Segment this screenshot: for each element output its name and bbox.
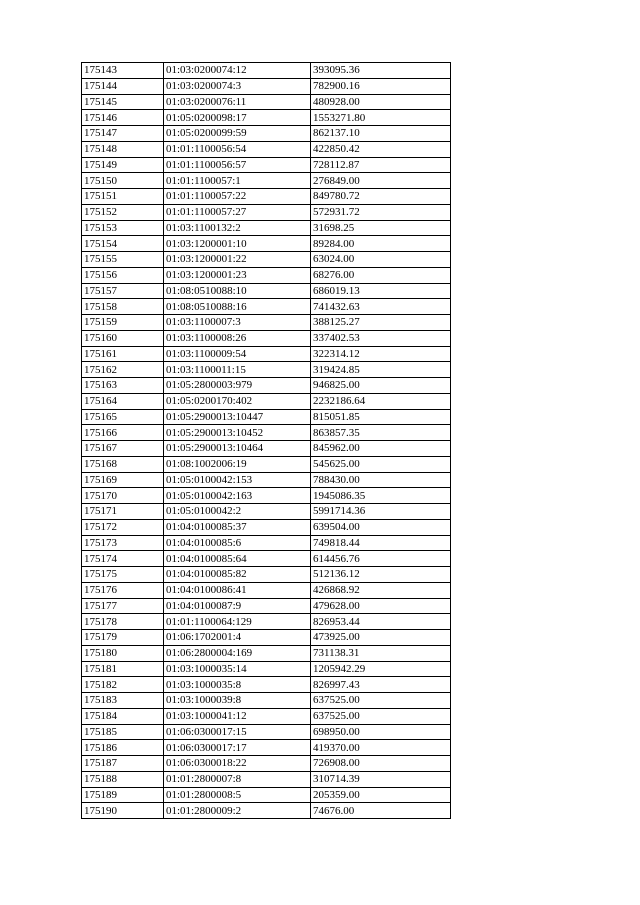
value-cell: 419370.00 xyxy=(311,740,451,756)
table-row xyxy=(82,582,451,598)
row-id-cell: 175159 xyxy=(82,315,164,331)
value-cell: 545625.00 xyxy=(311,456,451,472)
value-cell: 637525.00 xyxy=(311,693,451,709)
row-id-cell: 175170 xyxy=(82,488,164,504)
table-body xyxy=(82,63,451,819)
value-cell: 614456.76 xyxy=(311,551,451,567)
row-id-cell: 175154 xyxy=(82,236,164,252)
value-cell: 89284.00 xyxy=(311,236,451,252)
row-id-cell: 175190 xyxy=(82,803,164,819)
table-row xyxy=(82,346,451,362)
table-row xyxy=(82,94,451,110)
cadastral-number-cell: 01:03:0200074:3 xyxy=(164,78,311,94)
cadastral-number-cell: 01:04:0100087:9 xyxy=(164,598,311,614)
cadastral-number-cell: 01:03:0200076:11 xyxy=(164,94,311,110)
value-cell: 5991714.36 xyxy=(311,504,451,520)
row-id-cell: 175186 xyxy=(82,740,164,756)
value-cell: 473925.00 xyxy=(311,630,451,646)
row-id-cell: 175167 xyxy=(82,441,164,457)
value-cell: 74676.00 xyxy=(311,803,451,819)
cadastral-number-cell: 01:03:1000035:14 xyxy=(164,661,311,677)
value-cell: 728112.87 xyxy=(311,157,451,173)
row-id-cell: 175185 xyxy=(82,724,164,740)
row-id-cell: 175182 xyxy=(82,677,164,693)
value-cell: 826953.44 xyxy=(311,614,451,630)
value-cell: 310714.39 xyxy=(311,771,451,787)
value-cell: 946825.00 xyxy=(311,378,451,394)
cadastral-number-cell: 01:06:1702001:4 xyxy=(164,630,311,646)
table-row xyxy=(82,299,451,315)
value-cell: 512136.12 xyxy=(311,567,451,583)
cadastral-number-cell: 01:08:0510088:10 xyxy=(164,283,311,299)
table-row xyxy=(82,393,451,409)
table-row xyxy=(82,267,451,283)
value-cell: 68276.00 xyxy=(311,267,451,283)
row-id-cell: 175188 xyxy=(82,771,164,787)
table-row xyxy=(82,283,451,299)
row-id-cell: 175166 xyxy=(82,425,164,441)
cadastral-number-cell: 01:04:0100085:37 xyxy=(164,519,311,535)
value-cell: 639504.00 xyxy=(311,519,451,535)
table-row xyxy=(82,724,451,740)
table-row xyxy=(82,504,451,520)
table-row xyxy=(82,456,451,472)
table-row xyxy=(82,173,451,189)
table-row xyxy=(82,567,451,583)
row-id-cell: 175183 xyxy=(82,693,164,709)
cadastral-number-cell: 01:06:0300018:22 xyxy=(164,756,311,772)
row-id-cell: 175150 xyxy=(82,173,164,189)
cadastral-number-cell: 01:05:0200099:59 xyxy=(164,126,311,142)
value-cell: 205359.00 xyxy=(311,787,451,803)
row-id-cell: 175178 xyxy=(82,614,164,630)
row-id-cell: 175147 xyxy=(82,126,164,142)
cadastral-number-cell: 01:01:2800007:8 xyxy=(164,771,311,787)
cadastral-number-cell: 01:03:1100011:15 xyxy=(164,362,311,378)
value-cell: 782900.16 xyxy=(311,78,451,94)
row-id-cell: 175153 xyxy=(82,220,164,236)
value-cell: 276849.00 xyxy=(311,173,451,189)
cadastral-number-cell: 01:06:2800004:169 xyxy=(164,645,311,661)
value-cell: 698950.00 xyxy=(311,724,451,740)
row-id-cell: 175156 xyxy=(82,267,164,283)
row-id-cell: 175158 xyxy=(82,299,164,315)
row-id-cell: 175148 xyxy=(82,141,164,157)
table-row xyxy=(82,645,451,661)
table-row xyxy=(82,630,451,646)
cadastral-number-cell: 01:06:0300017:17 xyxy=(164,740,311,756)
value-cell: 637525.00 xyxy=(311,708,451,724)
row-id-cell: 175161 xyxy=(82,346,164,362)
cadastral-number-cell: 01:01:1100056:57 xyxy=(164,157,311,173)
value-cell: 422850.42 xyxy=(311,141,451,157)
table-row xyxy=(82,677,451,693)
table-row xyxy=(82,740,451,756)
value-cell: 2232186.64 xyxy=(311,393,451,409)
value-cell: 826997.43 xyxy=(311,677,451,693)
cadastral-number-cell: 01:05:0100042:2 xyxy=(164,504,311,520)
table-row xyxy=(82,330,451,346)
table-row xyxy=(82,598,451,614)
value-cell: 726908.00 xyxy=(311,756,451,772)
table-row xyxy=(82,378,451,394)
table-row xyxy=(82,472,451,488)
cadastral-number-cell: 01:05:2900013:10447 xyxy=(164,409,311,425)
row-id-cell: 175179 xyxy=(82,630,164,646)
cadastral-number-cell: 01:01:1100057:27 xyxy=(164,204,311,220)
table-row xyxy=(82,693,451,709)
value-cell: 426868.92 xyxy=(311,582,451,598)
row-id-cell: 175164 xyxy=(82,393,164,409)
row-id-cell: 175151 xyxy=(82,189,164,205)
cadastral-number-cell: 01:01:1100057:22 xyxy=(164,189,311,205)
value-cell: 863857.35 xyxy=(311,425,451,441)
table-row xyxy=(82,189,451,205)
row-id-cell: 175144 xyxy=(82,78,164,94)
table-row xyxy=(82,78,451,94)
row-id-cell: 175165 xyxy=(82,409,164,425)
row-id-cell: 175187 xyxy=(82,756,164,772)
cadastral-number-cell: 01:01:1100064:129 xyxy=(164,614,311,630)
row-id-cell: 175171 xyxy=(82,504,164,520)
value-cell: 849780.72 xyxy=(311,189,451,205)
row-id-cell: 175172 xyxy=(82,519,164,535)
row-id-cell: 175173 xyxy=(82,535,164,551)
row-id-cell: 175157 xyxy=(82,283,164,299)
row-id-cell: 175146 xyxy=(82,110,164,126)
cadastral-number-cell: 01:03:1200001:10 xyxy=(164,236,311,252)
table-row xyxy=(82,756,451,772)
cadastral-number-cell: 01:01:2800009:2 xyxy=(164,803,311,819)
cadastral-number-cell: 01:03:1100132:2 xyxy=(164,220,311,236)
table-row xyxy=(82,63,451,79)
cadastral-number-cell: 01:05:0200098:17 xyxy=(164,110,311,126)
cadastral-number-cell: 01:05:2900013:10452 xyxy=(164,425,311,441)
value-cell: 731138.31 xyxy=(311,645,451,661)
row-id-cell: 175175 xyxy=(82,567,164,583)
value-cell: 749818.44 xyxy=(311,535,451,551)
cadastral-number-cell: 01:05:2900013:10464 xyxy=(164,441,311,457)
row-id-cell: 175160 xyxy=(82,330,164,346)
table-row xyxy=(82,141,451,157)
cadastral-number-cell: 01:05:2800003:979 xyxy=(164,378,311,394)
cadastral-number-cell: 01:03:1000035:8 xyxy=(164,677,311,693)
table-row xyxy=(82,787,451,803)
table-row xyxy=(82,110,451,126)
cadastral-number-cell: 01:03:0200074:12 xyxy=(164,63,311,79)
cadastral-number-cell: 01:05:0100042:163 xyxy=(164,488,311,504)
cadastral-number-cell: 01:05:0200170:402 xyxy=(164,393,311,409)
row-id-cell: 175143 xyxy=(82,63,164,79)
table-row xyxy=(82,551,451,567)
table-row xyxy=(82,771,451,787)
value-cell: 1553271.80 xyxy=(311,110,451,126)
value-cell: 686019.13 xyxy=(311,283,451,299)
cadastral-number-cell: 01:06:0300017:15 xyxy=(164,724,311,740)
cadastral-number-cell: 01:01:1100057:1 xyxy=(164,173,311,189)
cadastral-number-cell: 01:03:1000041:12 xyxy=(164,708,311,724)
row-id-cell: 175169 xyxy=(82,472,164,488)
cadastral-number-cell: 01:03:1200001:23 xyxy=(164,267,311,283)
row-id-cell: 175149 xyxy=(82,157,164,173)
value-cell: 788430.00 xyxy=(311,472,451,488)
cadastral-number-cell: 01:03:1100008:26 xyxy=(164,330,311,346)
row-id-cell: 175155 xyxy=(82,252,164,268)
cadastral-number-cell: 01:03:1200001:22 xyxy=(164,252,311,268)
row-id-cell: 175184 xyxy=(82,708,164,724)
value-cell: 319424.85 xyxy=(311,362,451,378)
value-cell: 572931.72 xyxy=(311,204,451,220)
table-row xyxy=(82,519,451,535)
table-row xyxy=(82,220,451,236)
value-cell: 393095.36 xyxy=(311,63,451,79)
table-row xyxy=(82,126,451,142)
table-row xyxy=(82,425,451,441)
table-row xyxy=(82,614,451,630)
value-cell: 845962.00 xyxy=(311,441,451,457)
row-id-cell: 175162 xyxy=(82,362,164,378)
table-row xyxy=(82,661,451,677)
value-cell: 322314.12 xyxy=(311,346,451,362)
cadastral-number-cell: 01:04:0100085:64 xyxy=(164,551,311,567)
value-cell: 1945086.35 xyxy=(311,488,451,504)
table-row xyxy=(82,708,451,724)
table-row xyxy=(82,441,451,457)
value-cell: 31698.25 xyxy=(311,220,451,236)
cadastral-number-cell: 01:01:1100056:54 xyxy=(164,141,311,157)
table-row xyxy=(82,362,451,378)
value-cell: 388125.27 xyxy=(311,315,451,331)
value-cell: 1205942.29 xyxy=(311,661,451,677)
table-row xyxy=(82,535,451,551)
row-id-cell: 175180 xyxy=(82,645,164,661)
value-cell: 480928.00 xyxy=(311,94,451,110)
cadastral-number-cell: 01:01:2800008:5 xyxy=(164,787,311,803)
cadastral-number-cell: 01:04:0100085:6 xyxy=(164,535,311,551)
table-row xyxy=(82,315,451,331)
cadastral-number-cell: 01:04:0100086:41 xyxy=(164,582,311,598)
table-row xyxy=(82,236,451,252)
row-id-cell: 175176 xyxy=(82,582,164,598)
table-row xyxy=(82,157,451,173)
value-cell: 63024.00 xyxy=(311,252,451,268)
cadastral-number-cell: 01:04:0100085:82 xyxy=(164,567,311,583)
value-cell: 337402.53 xyxy=(311,330,451,346)
row-id-cell: 175163 xyxy=(82,378,164,394)
value-cell: 815051.85 xyxy=(311,409,451,425)
table-row xyxy=(82,252,451,268)
table-row xyxy=(82,488,451,504)
row-id-cell: 175181 xyxy=(82,661,164,677)
cadastral-number-cell: 01:03:1000039:8 xyxy=(164,693,311,709)
row-id-cell: 175168 xyxy=(82,456,164,472)
row-id-cell: 175145 xyxy=(82,94,164,110)
table-row xyxy=(82,204,451,220)
row-id-cell: 175152 xyxy=(82,204,164,220)
value-cell: 741432.63 xyxy=(311,299,451,315)
table-row xyxy=(82,803,451,819)
cadastral-number-cell: 01:08:1002006:19 xyxy=(164,456,311,472)
row-id-cell: 175174 xyxy=(82,551,164,567)
cadastral-number-cell: 01:05:0100042:153 xyxy=(164,472,311,488)
table-row xyxy=(82,409,451,425)
cadastral-number-cell: 01:08:0510088:16 xyxy=(164,299,311,315)
cadastral-number-cell: 01:03:1100007:3 xyxy=(164,315,311,331)
value-cell: 479628.00 xyxy=(311,598,451,614)
value-cell: 862137.10 xyxy=(311,126,451,142)
row-id-cell: 175177 xyxy=(82,598,164,614)
data-table xyxy=(81,62,451,819)
row-id-cell: 175189 xyxy=(82,787,164,803)
cadastral-number-cell: 01:03:1100009:54 xyxy=(164,346,311,362)
